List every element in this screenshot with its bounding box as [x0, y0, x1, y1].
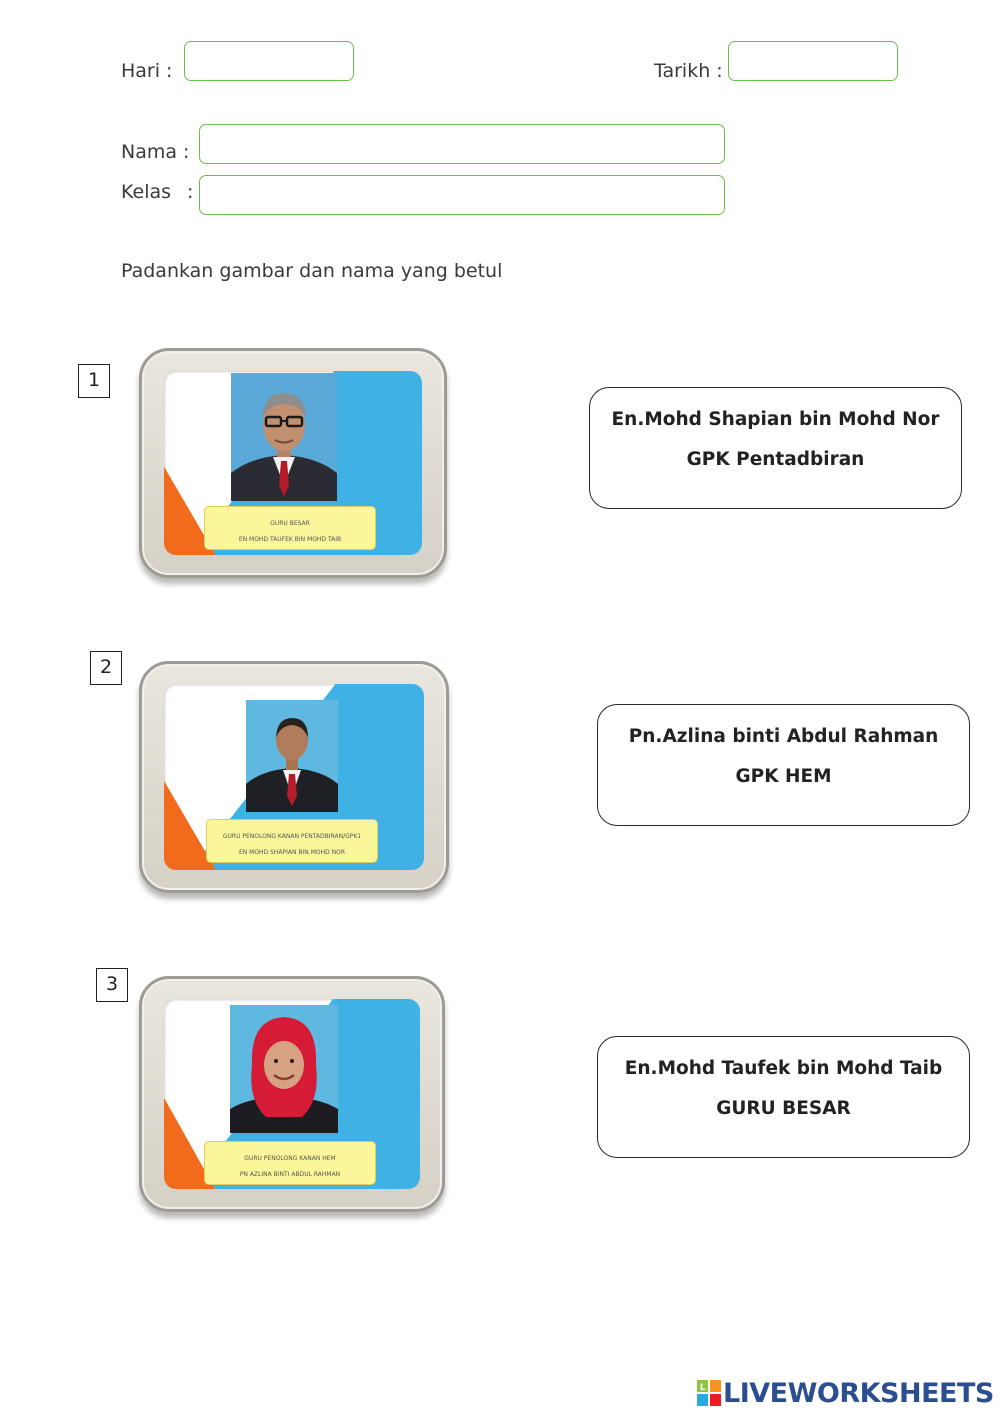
kelas-colon: : — [187, 181, 194, 203]
number-box-1: 1 — [78, 364, 110, 398]
name-box-1-name: En.Mohd Shapian bin Mohd Nor — [611, 409, 940, 430]
name-box-3-name: En.Mohd Taufek bin Mohd Taib — [624, 1058, 943, 1079]
liveworksheets-mark-icon — [697, 1380, 721, 1406]
name-plate-2 — [206, 819, 378, 863]
plate-title-3: GURU PENOLONG KANAN HEM — [244, 1155, 336, 1162]
plate-title-2: GURU PENOLONG KANAN PENTADBIRAN/GPK1 — [222, 833, 362, 840]
nama-label: Nama : — [121, 141, 190, 163]
plate-name-3: PN AZLINA BINTI ABDUL RAHMAN — [239, 1171, 341, 1178]
tarikh-label: Tarikh : — [654, 60, 723, 82]
liveworksheets-brand-text: LIVEWORKSHEETS — [723, 1377, 994, 1409]
picture-card-1[interactable] — [139, 348, 447, 578]
hari-label: Hari : — [121, 60, 173, 82]
name-box-2-role: GPK HEM — [735, 766, 832, 787]
kelas-label: Kelas — [121, 181, 172, 203]
number-box-2: 2 — [90, 651, 122, 685]
portrait-man-suit — [246, 700, 338, 812]
plate-title-1: GURU BESAR — [270, 520, 310, 527]
nama-field[interactable] — [199, 124, 725, 164]
liveworksheets-logo — [697, 1376, 994, 1410]
picture-card-3[interactable] — [139, 976, 445, 1212]
picture-card-2[interactable] — [139, 661, 449, 893]
portrait-woman-hijab — [230, 1005, 338, 1133]
name-plate-1 — [204, 506, 376, 550]
name-box-1[interactable] — [589, 387, 962, 509]
plate-name-1: EN MOHD TAUFEK BIN MOHD TAIB — [238, 536, 342, 543]
number-box-3: 3 — [96, 968, 128, 1002]
instruction-text: Padankan gambar dan nama yang betul — [121, 260, 503, 282]
name-box-3-role: GURU BESAR — [716, 1098, 851, 1119]
svg-text:L: L — [699, 1383, 706, 1393]
kelas-field[interactable] — [199, 175, 725, 215]
portrait-man-glasses — [231, 373, 337, 501]
name-box-3[interactable] — [597, 1036, 970, 1158]
name-box-2[interactable] — [597, 704, 970, 826]
name-box-1-role: GPK Pentadbiran — [686, 449, 865, 470]
name-box-2-name: Pn.Azlina binti Abdul Rahman — [628, 726, 939, 747]
plate-name-2: EN MOHD SHAPIAN BIN MOHD NOR — [238, 849, 346, 856]
hari-field[interactable] — [184, 41, 354, 81]
tarikh-field[interactable] — [728, 41, 898, 81]
name-plate-3 — [204, 1141, 376, 1185]
